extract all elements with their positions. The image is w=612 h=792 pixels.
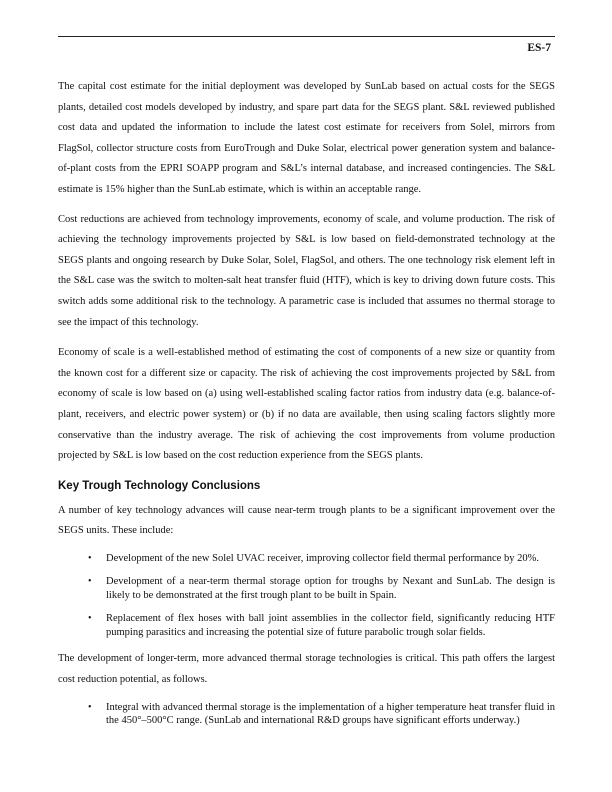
paragraph-economy-of-scale: Economy of scale is a well-established method of estimating the cost of components of a new size or quantity from the known cost for a different size or capacity. The risk of achieving the cost improvements projected by S&L from economy of scale is low based on (a) using well-established scaling factor ratios from industry data (e.g. balance-of-plant, receivers, and electric power system) or (b) if no data are available, then using scaling factors slightly more conservative than the industry average. The risk of achieving the cost improvements from volume production projected by S&L is low based on the cost reduction experience from the SEGS plants. [58,347,555,462]
section-intro: A number of key technology advances will cause near-term trough plants to be a significant improvement over the SEGS units. These include: [58,504,555,537]
bullet-list-storage [58,701,555,728]
bullet-icon: • [88,552,92,564]
document-body [58,77,555,738]
bullet-text: Development of the new Solel UVAC receiver, improving collector field thermal performance by 20%. [106,552,539,564]
list-item [58,612,555,639]
bullet-icon: • [88,613,92,625]
bullet-text: Replacement of flex hoses with ball joint assemblies in the collector field, significantly reducing HTF pumping parasitics and increasing the potential size of future parabolic trough solar fields. [106,613,555,638]
section-heading: Key Trough Technology Conclusions [58,479,261,492]
paragraph-cost-reductions: Cost reductions are achieved from technology improvements, economy of scale, and volume production. The risk of achieving the technology improvements projected by S&L is low based on field-demonstrated technology at the SEGS plants and ongoing research by Duke Solar, Solel, FlagSol, and others. The one technology risk element left in the S&L case was the switch to molten-salt heat transfer fluid (HTF), which is key to driving down future costs. This switch adds some additional risk to the technology. A parametric case is included that assumes no thermal storage to see the impact of this technology. [58,213,555,328]
list-item [58,575,555,602]
paragraph-thermal-storage: The development of longer-term, more advanced thermal storage technologies is critical. This path offers the largest cost reduction potential, as follows. [58,653,555,685]
list-item [58,552,555,566]
paragraph-capital-cost: The capital cost estimate for the initial deployment was developed by SunLab based on actual costs for the SEGS plants, detailed cost models developed by industry, and spare part data for the SEGS plant. S&L reviewed published cost data and updated the information to include the latest cost estimate for receivers from Solel, mirrors from FlagSol, collector structure costs from EuroTrough and Duke Solar, electrical power generation system and balance-of-plant costs from the EPRI SOAPP program and S&L’s internal database, and increased contingencies. The S&L estimate is 15% higher than the SunLab estimate, which is within an acceptable range. [58,81,555,195]
bullet-text: Development of a near-term thermal storage option for troughs by Nexant and SunLab. The design is likely to be demonstrated at the first trough plant to be built in Spain. [106,576,555,601]
bullet-icon: • [88,576,92,588]
page-number: ES-7 [527,42,551,54]
header-rule [58,36,555,37]
list-item [58,701,555,728]
bullet-icon: • [88,701,92,713]
bullet-list-advances [58,552,555,640]
bullet-text: Integral with advanced thermal storage is the implementation of a higher temperature heat transfer fluid in the 450°–500°C range. (SunLab and international R&D groups have significant efforts underway.) [106,701,555,727]
